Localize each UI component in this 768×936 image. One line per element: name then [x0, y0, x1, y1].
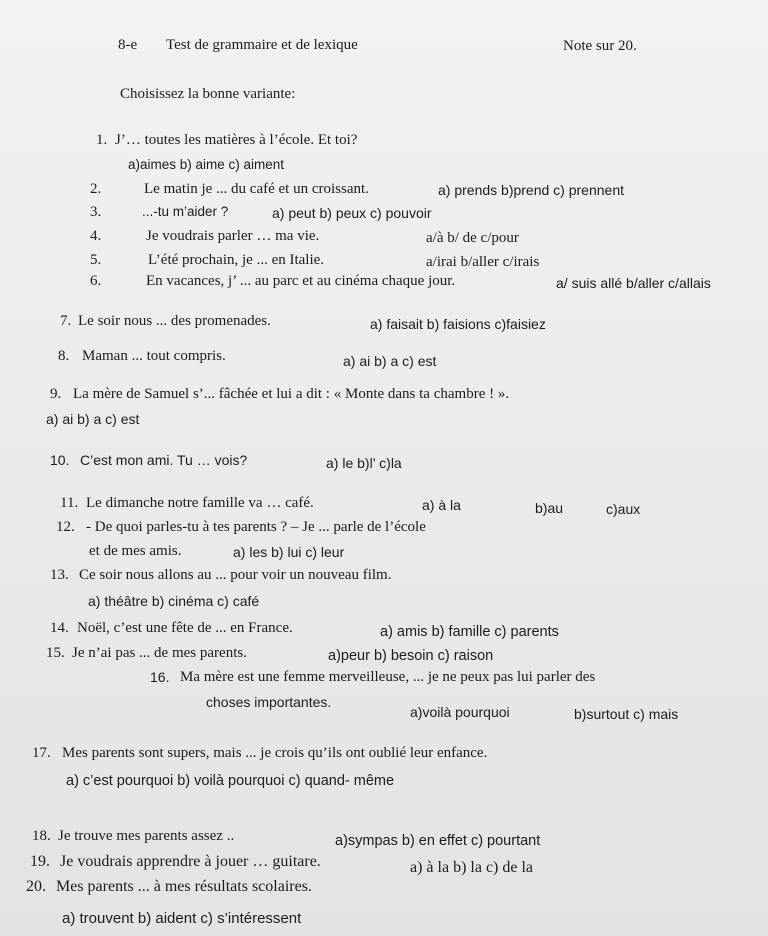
question-number: 3. — [90, 204, 102, 220]
instruction: Choisissez la bonne variante: — [120, 86, 296, 102]
question-number: 17. — [32, 745, 51, 761]
question-options: a)voilà pourquoi — [410, 704, 510, 720]
question-options: a/irai b/aller c/irais — [426, 254, 540, 270]
question-number: 8. — [58, 348, 70, 364]
question-text: Ce soir nous allons au ... pour voir un nouveau film. — [79, 567, 392, 583]
question-text-continued: et de mes amis. — [89, 543, 182, 559]
question-number: 7. — [60, 313, 72, 329]
question-options: a) ai b) a c) est — [46, 411, 140, 427]
question-options: a)sympas b) en effet c) pourtant — [335, 833, 541, 849]
question-number: 4. — [90, 228, 102, 244]
question-text: C’est mon ami. Tu … vois? — [80, 452, 248, 468]
question-text: Le soir nous ... des promenades. — [78, 313, 271, 329]
question-options: a) les b) lui c) leur — [233, 544, 345, 560]
question-text: Je trouve mes parents assez .. — [58, 828, 235, 844]
question-options: a)aimes b) aime c) aiment — [128, 157, 285, 172]
question-text: Ma mère est une femme merveilleuse, ... je ne peux pas lui parler des — [180, 669, 596, 685]
class-label: 8-e — [118, 37, 138, 53]
question-options: a) à la — [422, 497, 461, 513]
question-options: a/ suis allé b/aller c/allais — [556, 275, 711, 291]
question-options: a) ai b) a c) est — [343, 353, 437, 369]
question-options: a/à b/ de c/pour — [426, 230, 519, 246]
question-number: 9. — [50, 386, 62, 402]
question-number: 19. — [30, 853, 50, 870]
question-number: 18. — [32, 828, 51, 844]
question-number: 1. — [96, 132, 108, 148]
question-options: a) c’est pourquoi b) voilà pourquoi c) quand- même — [66, 773, 395, 789]
question-options: a) amis b) famille c) parents — [380, 624, 559, 640]
question-number: 13. — [50, 567, 69, 583]
question-options: a)peur b) besoin c) raison — [328, 648, 494, 664]
score-note: Note sur 20. — [563, 38, 637, 54]
question-options: a) théâtre b) cinéma c) café — [88, 593, 260, 609]
question-number: 5. — [90, 252, 102, 268]
question-text: Le dimanche notre famille va … café. — [86, 495, 314, 511]
question-text: Je voudrais apprendre à jouer … guitare. — [60, 853, 321, 870]
question-text: La mère de Samuel s’... fâchée et lui a dit : « Monte dans ta chambre ! ». — [73, 386, 510, 402]
question-text: Mes parents ... à mes résultats scolaires. — [56, 878, 312, 895]
question-number: 11. — [60, 495, 79, 511]
question-options: c)aux — [606, 501, 641, 517]
question-number: 10. — [50, 452, 70, 468]
test-title: Test de grammaire et de lexique — [166, 37, 358, 53]
question-options: a) faisait b) faisions c)faisiez — [370, 316, 546, 332]
question-text: Je n’ai pas ... de mes parents. — [72, 645, 247, 661]
question-number: 20. — [26, 878, 46, 895]
question-text-continued: choses importantes. — [206, 694, 332, 710]
question-options: a) peut b) peux c) pouvoir — [272, 205, 432, 221]
question-options: a) prends b)prend c) prennent — [438, 182, 624, 198]
question-text: - De quoi parles-tu à tes parents ? – Je ... parle de l’école — [86, 519, 426, 535]
question-options: b)au — [535, 500, 564, 516]
question-text: Mes parents sont supers, mais ... je crois qu’ils ont oublié leur enfance. — [62, 745, 488, 761]
question-text: Noël, c’est une fête de ... en France. — [77, 620, 293, 636]
question-number: 2. — [90, 181, 102, 197]
question-text: En vacances, j’ ... au parc et au cinéma chaque jour. — [146, 273, 456, 289]
question-text: Je voudrais parler … ma vie. — [146, 228, 320, 244]
question-options: a) le b)l’ c)la — [326, 455, 402, 471]
question-options: a) à la b) la c) de la — [410, 859, 534, 876]
question-text: J’… toutes les matières à l’école. Et toi? — [115, 132, 358, 148]
question-number: 12. — [56, 519, 75, 535]
question-number: 16. — [150, 669, 170, 685]
question-options: b)surtout c) mais — [574, 706, 679, 722]
question-text: Le matin je ... du café et un croissant. — [144, 181, 369, 197]
question-text: L’été prochain, je ... en Italie. — [148, 252, 325, 268]
question-number: 15. — [46, 645, 65, 661]
question-options: a) trouvent b) aident c) s’intéressent — [62, 910, 302, 927]
question-text: ...-tu m’aider ? — [142, 204, 229, 219]
question-text: Maman ... tout compris. — [82, 348, 226, 364]
question-number: 6. — [90, 273, 102, 289]
question-number: 14. — [50, 620, 69, 636]
